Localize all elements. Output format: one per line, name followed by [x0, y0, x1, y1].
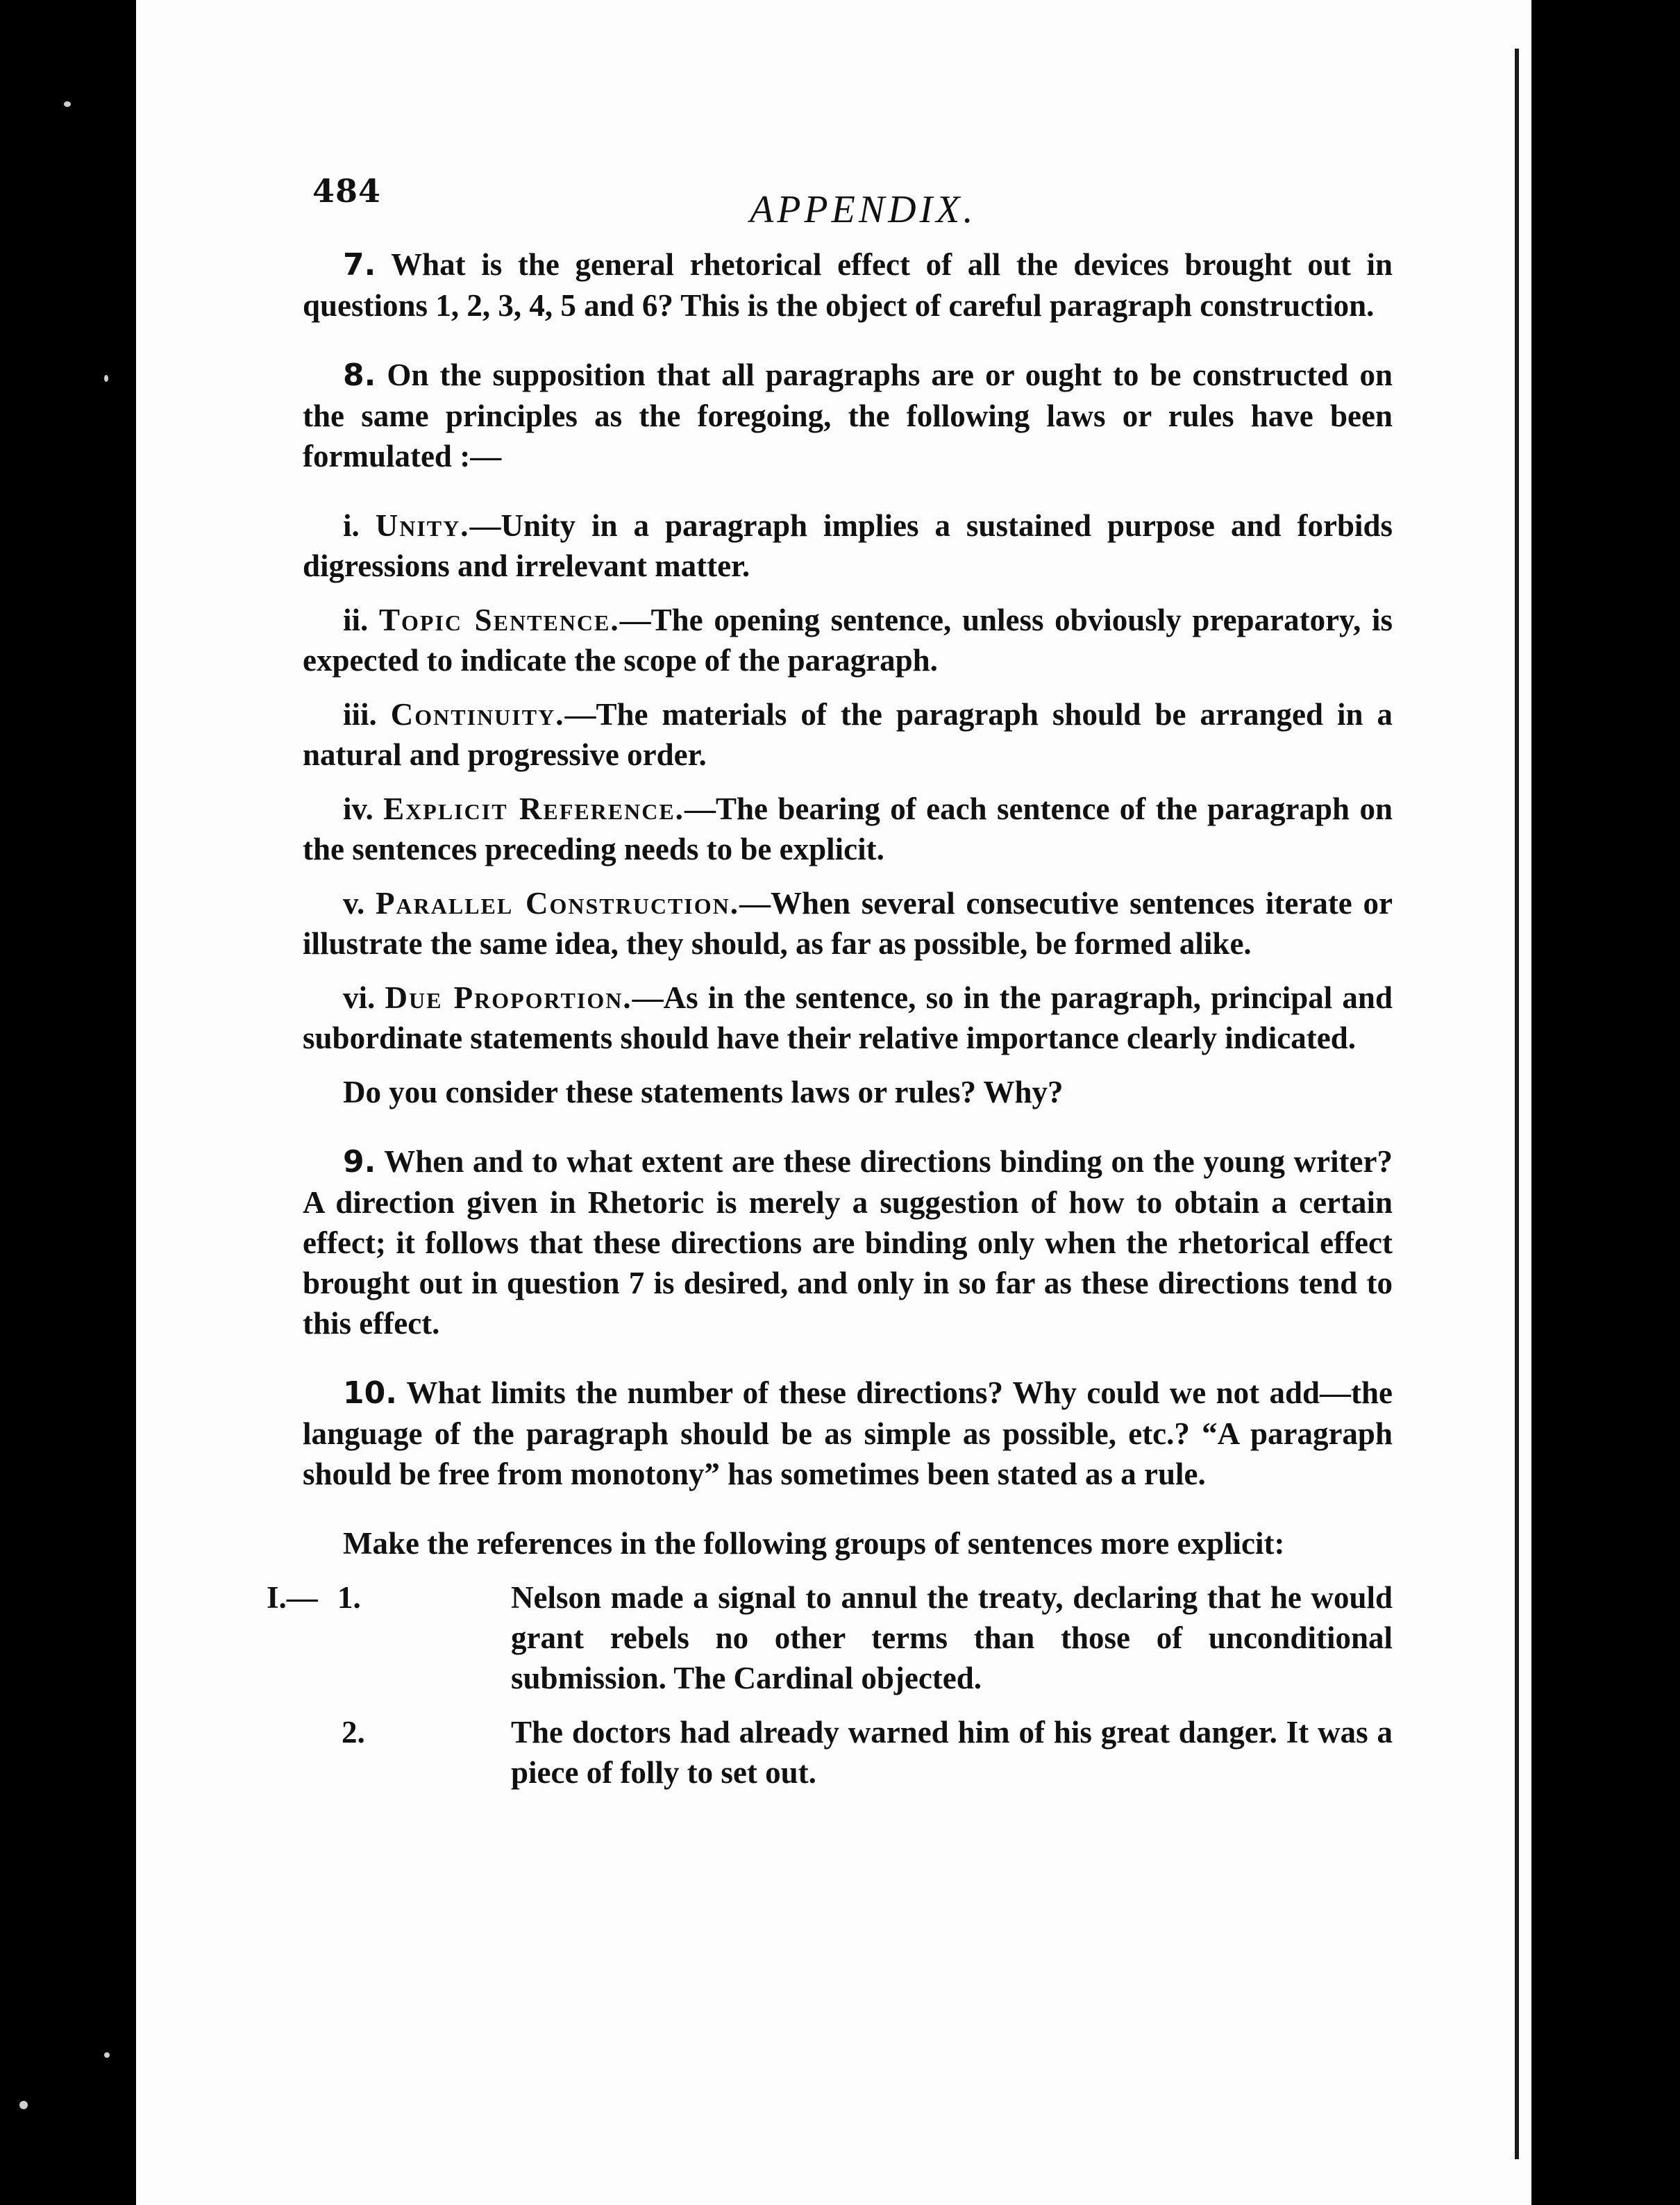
question-number: 10. [343, 1375, 397, 1411]
rule-text: —The materials of the paragraph should be arranged in a natural and progressive order. [303, 697, 1393, 772]
question-text: What limits the number of these directions? Why could we not add—the language of the paragraph should be as simple as possible, etc.? “A paragraph should be free from monotony” has sometimes been stated as a rule. [303, 1375, 1393, 1491]
rule-text: —The opening sentence, unless obviously preparatory, is expected to indicate the scope of the paragraph. [303, 603, 1393, 678]
question-text: What is the general rhetorical effect of all the devices brought out in questions 1, 2, 3, 4, 5 and 6? This is the object of careful paragraph construction. [303, 247, 1393, 323]
rule-number: ii. [343, 603, 369, 637]
consider-question: Do you consider these statements laws or rules? Why? [343, 1075, 1064, 1109]
rule-title: Unity. [375, 508, 470, 543]
rule-unity [303, 505, 1393, 586]
question-8 [303, 355, 1393, 476]
rule-title: Due Proportion. [385, 980, 632, 1015]
question-text: When and to what extent are these directions binding on the young writer? A direction given in Rhetoric is merely a suggestion of how to obtain a certain effect; it follows that these directions are binding only when the rhetorical effect brought out in question 7 is desired, and only in so far as these directions tend to this effect. [303, 1144, 1393, 1341]
rule-text: —The bearing of each sentence of the paragraph on the sentences preceding needs to be explicit. [303, 791, 1393, 866]
rule-text: —As in the sentence, so in the paragraph, principal and subordinate statements should have their relative importance clearly indicated. [303, 980, 1393, 1055]
scan-speck [64, 101, 71, 107]
question-number: 7. [343, 247, 376, 283]
rule-topic-sentence [303, 600, 1393, 680]
rule-title: Continuity. [390, 697, 565, 732]
exercise-item-1 [267, 1577, 1393, 1698]
rule-number: i. [343, 508, 360, 543]
page-gutter-shadow [1515, 49, 1519, 2159]
scan-speck [104, 2052, 110, 2058]
page-edge [1531, 0, 1547, 2205]
rule-number: vi. [343, 980, 376, 1015]
scan-speck [19, 2101, 28, 2109]
exercise-item-2 [303, 1712, 1393, 1793]
exercise-item-number: 2. [342, 1715, 365, 1750]
rule-text: —Unity in a paragraph implies a sustained purpose and forbids digressions and irrelevant matter. [303, 508, 1393, 583]
rule-parallel-construction [303, 883, 1393, 964]
exercise-item-number: 1. [337, 1580, 361, 1615]
rule-number: v. [343, 886, 365, 921]
question-number: 8. [343, 358, 376, 393]
exercise-group-mark: I.— [267, 1580, 318, 1615]
question-9 [303, 1141, 1393, 1343]
rule-explicit-reference [303, 789, 1393, 869]
running-head: APPENDIX. [750, 188, 977, 231]
rule-continuity [303, 694, 1393, 775]
rule-due-proportion [303, 978, 1393, 1058]
question-number: 9. [343, 1144, 376, 1180]
page-body [267, 244, 1393, 1793]
rule-number: iii. [343, 697, 377, 732]
scan-background [1547, 0, 1680, 2205]
rule-text: —When several consecutive sentences iterate or illustrate the same idea, they should, as far as possible, be formed alike. [303, 886, 1393, 961]
rule-title: Topic Sentence. [378, 603, 620, 637]
question-10 [303, 1373, 1393, 1494]
rule-title: Parallel Construction. [376, 886, 740, 921]
exercise-item-text: The doctors had already warned him of his great danger. It was a piece of folly to set out. [511, 1715, 1393, 1790]
question-7 [303, 244, 1393, 326]
exercise-intro: Make the references in the following groups of sentences more explicit: [343, 1526, 1285, 1561]
rule-title: Explicit Reference. [383, 791, 684, 826]
page-number: 484 [312, 172, 382, 210]
rule-number: iv. [343, 791, 373, 826]
question-text: On the supposition that all paragraphs are or ought to be constructed on the same principles as the foregoing, the following laws or rules have been formulated :— [303, 358, 1393, 473]
exercise-item-text: Nelson made a signal to annul the treaty, declaring that he would grant rebels no other terms than those of unconditional submission. The Cardinal objected. [511, 1580, 1393, 1695]
scan-speck [104, 375, 108, 382]
